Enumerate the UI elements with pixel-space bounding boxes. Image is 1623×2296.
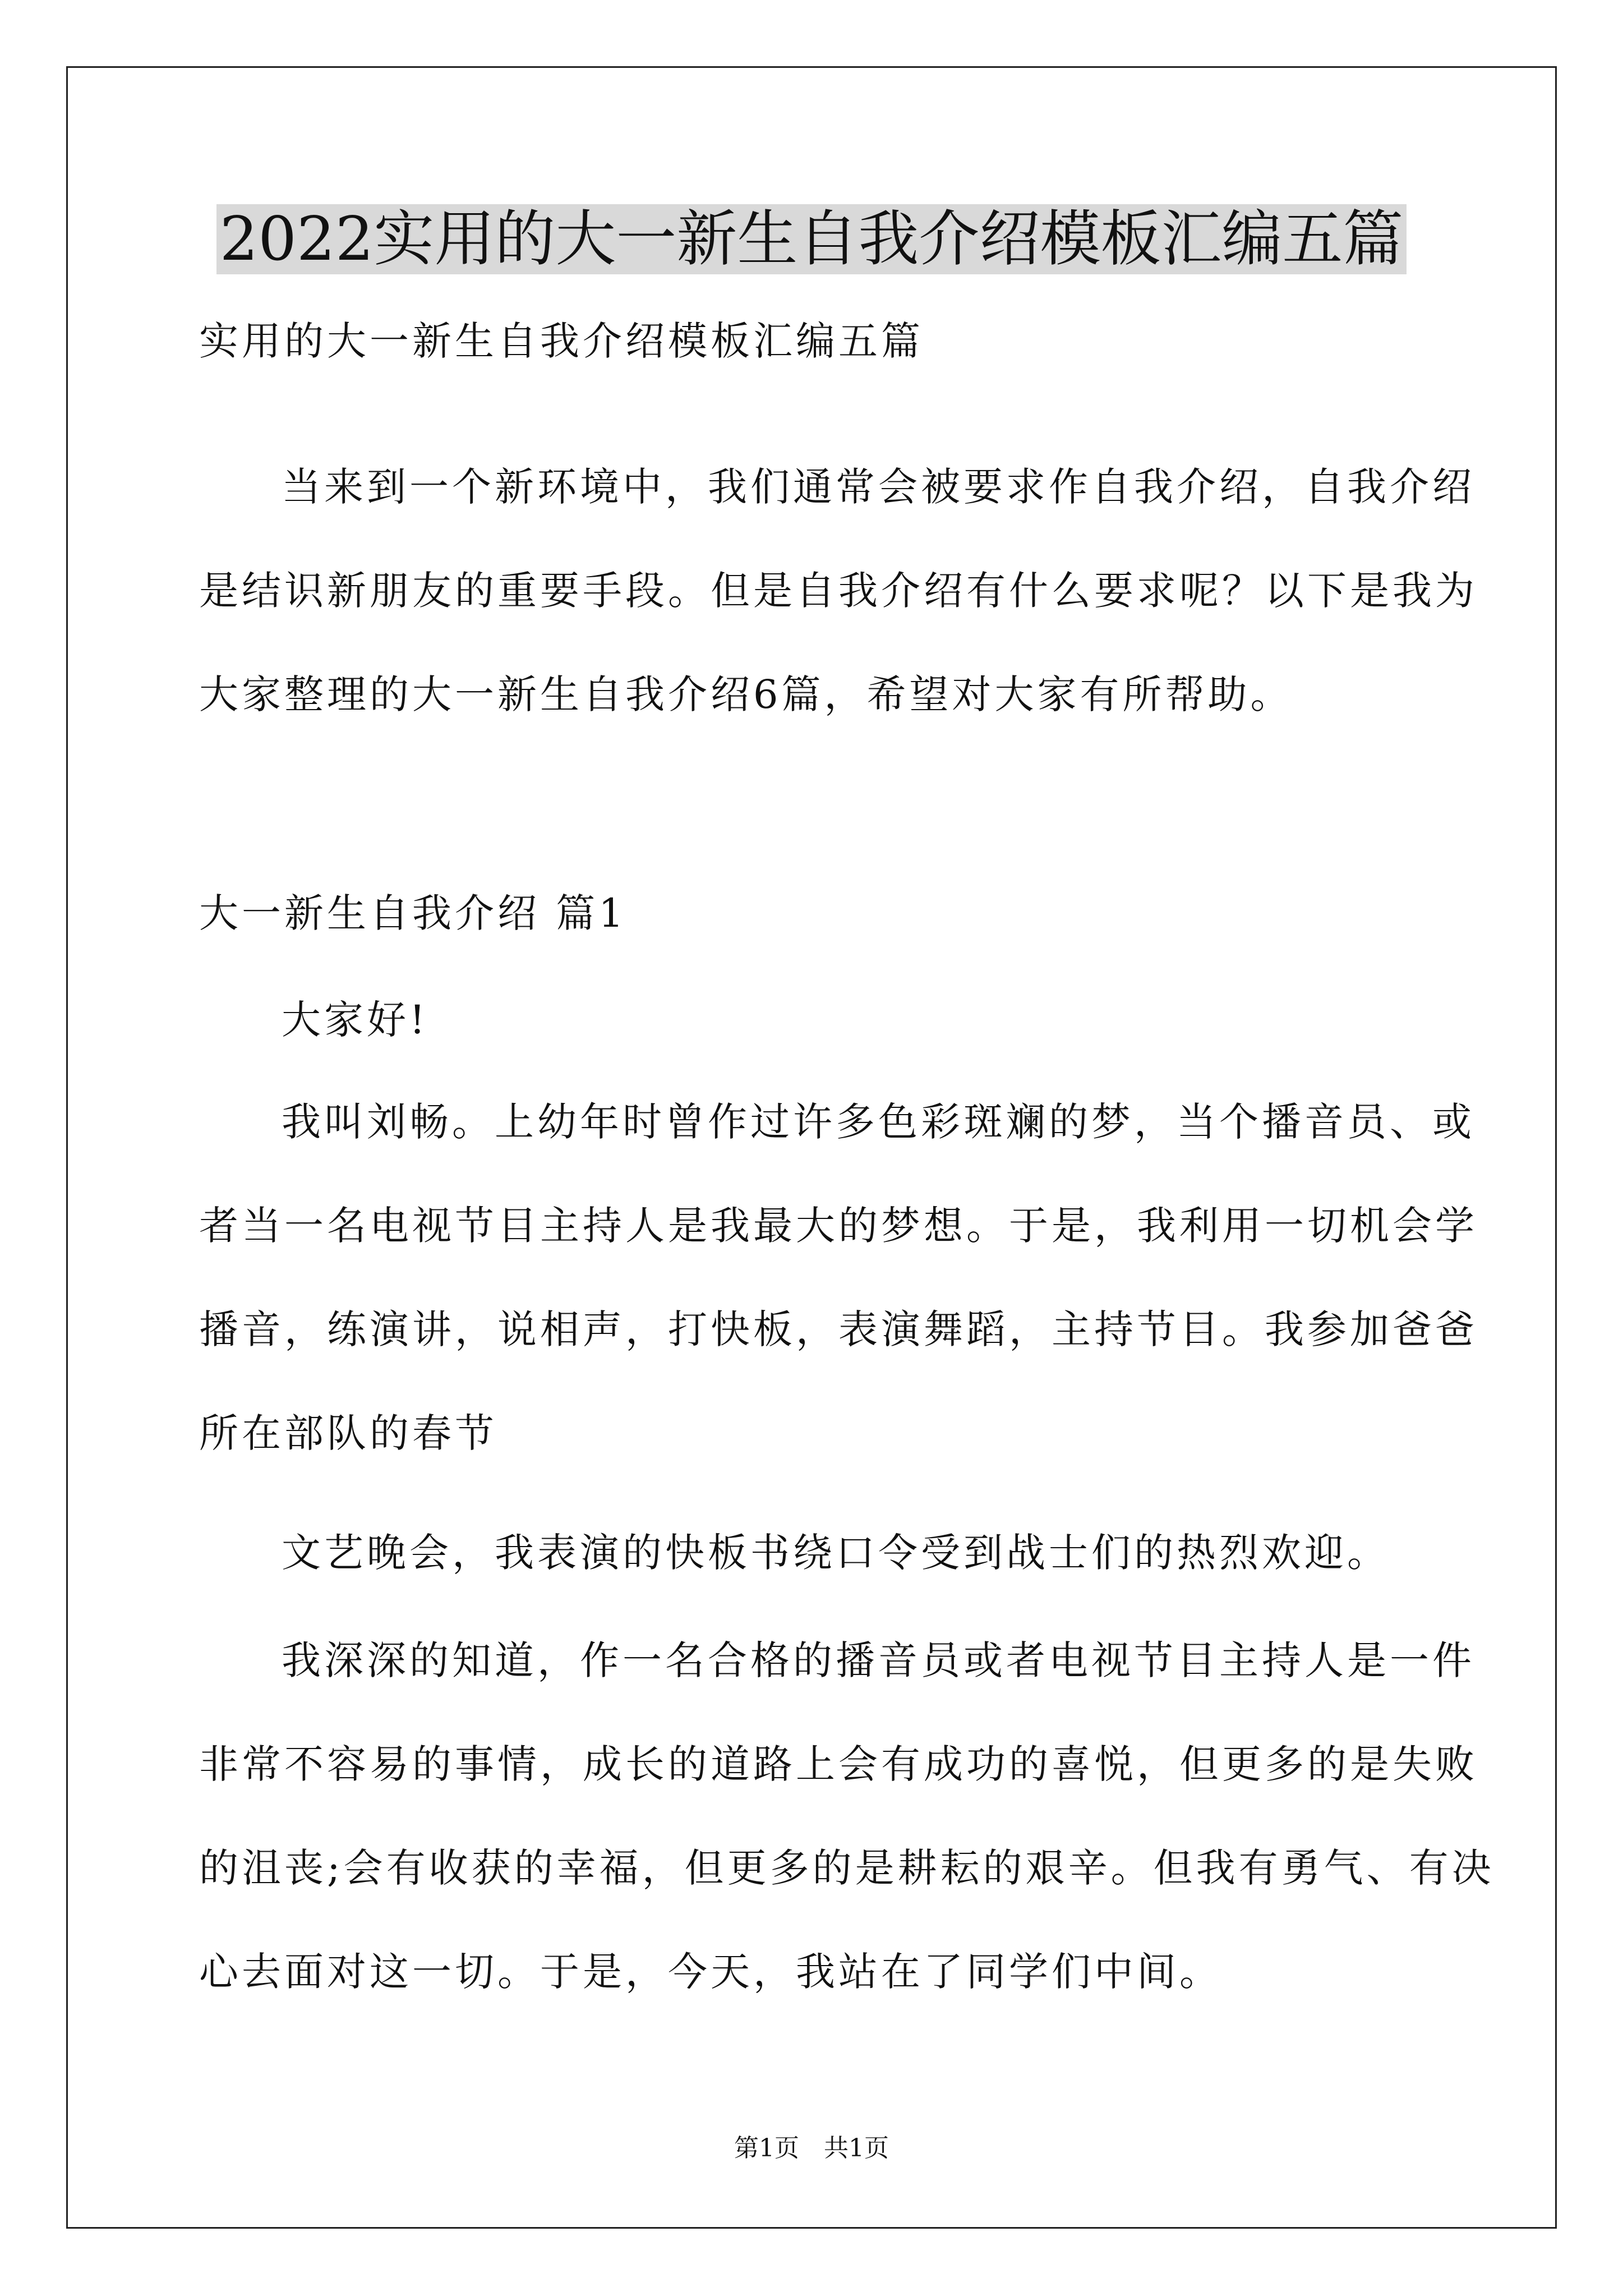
- paragraph-line: 的沮丧;会有收获的幸福，但更多的是耕耘的艰辛。但我有勇气、有决: [199, 1845, 1495, 1891]
- paragraph-line: 非常不容易的事情，成长的道路上会有成功的喜悦，但更多的是失败: [199, 1741, 1478, 1787]
- paragraph-line: 我深深的知道，作一名合格的播音员或者电视节目主持人是一件: [282, 1637, 1475, 1683]
- paragraph-line: 心去面对这一切。于是，今天，我站在了同学们中间。: [199, 1949, 1222, 1995]
- intro-line: 当来到一个新环境中，我们通常会被要求作自我介绍，自我介绍: [282, 464, 1475, 510]
- paragraph-line: 我叫刘畅。上幼年时曾作过许多色彩斑斓的梦，当个播音员、或: [282, 1099, 1475, 1145]
- document-title: [0, 197, 1623, 282]
- paragraph-line: 所在部队的春节: [199, 1410, 497, 1456]
- greeting-line: 大家好!: [282, 997, 429, 1043]
- page-footer: 第1页 共1页: [734, 2134, 889, 2162]
- paragraph-line: 者当一名电视节目主持人是我最大的梦想。于是，我利用一切机会学: [199, 1203, 1478, 1249]
- intro-line: 大家整理的大一新生自我介绍6篇，希望对大家有所帮助。: [199, 671, 1293, 717]
- intro-line: 是结识新朋友的重要手段。但是自我介绍有什么要求呢？以下是我为: [199, 568, 1478, 614]
- paragraph-line: 播音，练演讲，说相声，打快板，表演舞蹈，主持节目。我参加爸爸: [199, 1306, 1478, 1352]
- paragraph-line: 文艺晚会，我表演的快板书绕口令受到战士们的热烈欢迎。: [282, 1530, 1390, 1576]
- document-title-text: 2022实用的大一新生自我介绍模板汇编五篇: [216, 204, 1407, 274]
- document-subtitle: 实用的大一新生自我介绍模板汇编五篇: [199, 318, 924, 364]
- section-heading: 大一新生自我介绍 篇1: [199, 890, 627, 936]
